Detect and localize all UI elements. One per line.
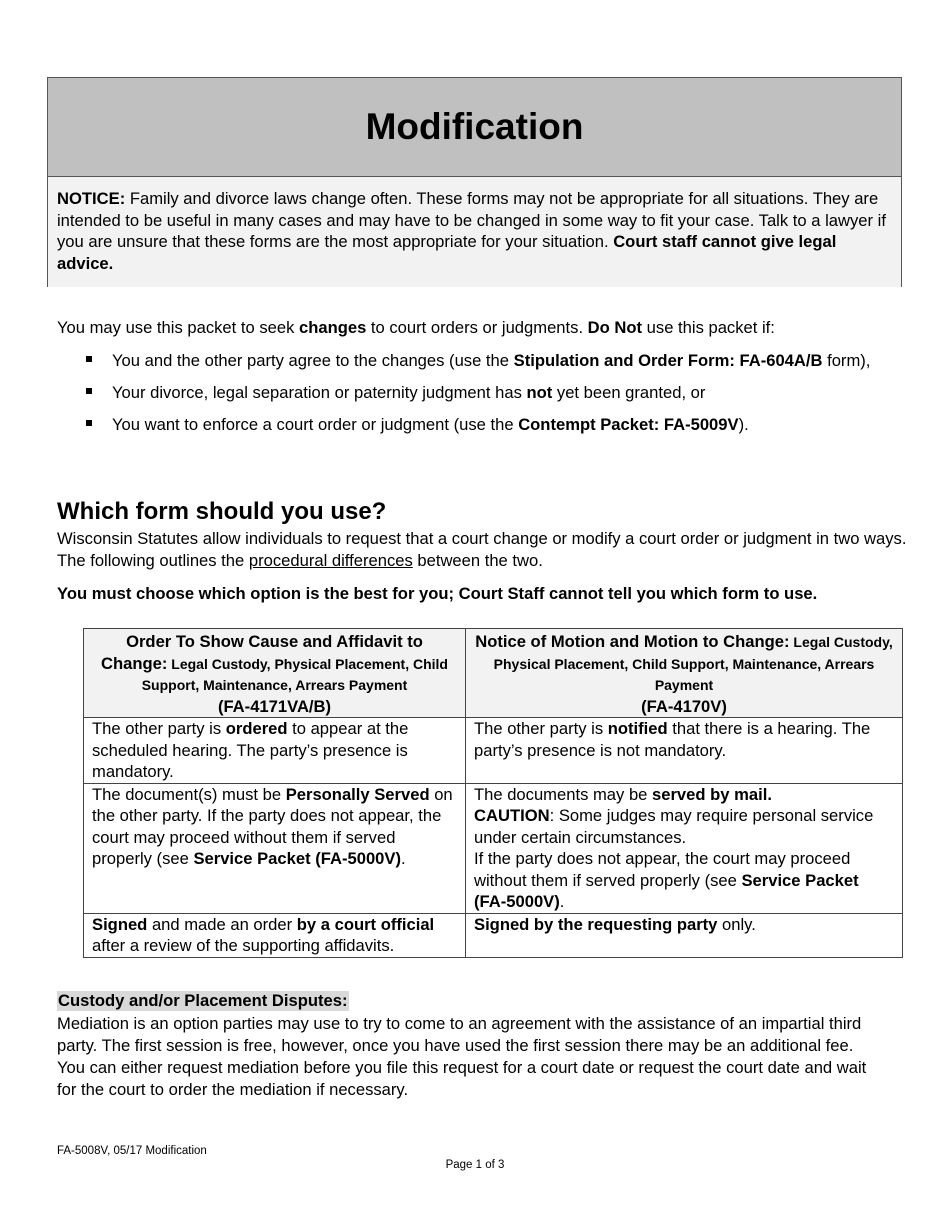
- cell-text: The document(s) must be: [92, 784, 286, 804]
- list-item-bold: not: [526, 383, 553, 402]
- cell-bold: Signed by the requesting party: [474, 914, 718, 934]
- table-cell: [84, 913, 466, 957]
- comparison-table: [83, 628, 903, 958]
- header-subtitle: Legal Custody, Physical Placement, Child Support, Maintenance, Arrears Payment: [141, 655, 448, 693]
- header-form-code: (FA-4171VA/B): [217, 696, 332, 716]
- cell-bold: served by mail.: [652, 784, 772, 804]
- cell-text: If the party does not appear, the court may proceed without them if served properly (see: [474, 849, 851, 890]
- table-cell: [466, 718, 903, 784]
- list-item-text: ).: [738, 415, 749, 434]
- table-header-row: [84, 629, 903, 718]
- header-title: Notice of Motion and Motion to Change:: [475, 632, 790, 651]
- cell-text: .: [559, 892, 565, 911]
- cell-bold: Service Packet (FA-5000V): [193, 849, 401, 868]
- list-item-bold: Contempt Packet: FA-5009V: [518, 415, 739, 434]
- intro-bold-do-not: Do Not: [587, 318, 643, 337]
- table-cell: [84, 783, 466, 913]
- cell-text: The other party is: [474, 719, 608, 738]
- intro-text-3: use this packet if:: [642, 318, 775, 337]
- notice-label: NOTICE:: [57, 189, 126, 208]
- list-item-text: yet been granted, or: [552, 383, 706, 402]
- custody-paragraph: Mediation is an option parties may use to try to come to an agreement with the assistance of an impartial third party. The first session is free, however, once you have used the first session there may be an additional fee. You can either request mediation before you file this request for a court date or request the court date and wait for the court to order the mediation if necessary.: [57, 1014, 867, 1099]
- cell-bold: Signed: [92, 914, 148, 934]
- cell-text: .: [401, 849, 406, 868]
- header-subtitle: Legal Custody, Physical Placement, Child Support, Maintenance, Arrears Payment: [493, 634, 893, 693]
- notice-block: [48, 177, 901, 287]
- footer-page-number: Page 1 of 3: [445, 1159, 505, 1171]
- cell-text: The other party is: [92, 719, 226, 738]
- intro-bold-changes: changes: [298, 318, 367, 337]
- cell-text: and made an order: [147, 914, 297, 934]
- explain-text-1: Wisconsin Statutes allow individuals to request that a court change or modify a court order or judgment in two ways. The following outlines the: [57, 529, 907, 570]
- list-item-text: You and the other party agree to the changes (use the: [112, 351, 514, 370]
- cell-text: on the other party. If the party does not appear, the court may proceed without them if served properly (see: [92, 784, 453, 868]
- intro-text-2: to court orders or judgments.: [366, 318, 588, 337]
- intro-paragraph: [57, 317, 917, 339]
- explain-underline: procedural differences: [248, 551, 413, 570]
- must-choose-note: You must choose which option is the best for you; Court Staff cannot tell you which form to use.: [57, 584, 818, 603]
- table-cell: [466, 783, 903, 913]
- cell-text: The documents may be: [474, 784, 653, 804]
- list-item-bold: Stipulation and Order Form: FA-604A/B: [513, 351, 823, 370]
- cell-bold: ordered: [225, 719, 288, 738]
- table-header-osc: [84, 629, 466, 718]
- table-row: [84, 913, 903, 957]
- cell-bold: by a court official: [296, 914, 435, 934]
- list-item: [84, 345, 874, 377]
- header-title: Order To Show Cause and Affidavit to Change:: [101, 632, 423, 673]
- exclusion-list: [84, 345, 874, 441]
- list-item: [84, 377, 874, 409]
- list-item-text: form),: [822, 351, 871, 370]
- table-row: [84, 783, 903, 913]
- header-box: [47, 77, 902, 287]
- custody-heading: Custody and/or Placement Disputes:: [58, 991, 348, 1010]
- section-heading: Which form should you use?: [57, 498, 387, 525]
- page-title: Modification: [48, 78, 901, 177]
- cell-bold: notified: [607, 719, 668, 738]
- explain-text-2: between the two.: [412, 551, 543, 570]
- header-form-code: (FA-4170V): [641, 696, 727, 716]
- list-item-text: You want to enforce a court order or judgment (use the: [112, 415, 519, 434]
- section-explanation: [57, 528, 917, 572]
- cell-bold: Personally Served: [285, 784, 430, 804]
- list-item-text: Your divorce, legal separation or paternity judgment has: [112, 383, 527, 402]
- table-row: [84, 718, 903, 784]
- footer-form-id: FA-5008V, 05/17 Modification: [57, 1145, 207, 1157]
- notice-legal-advice: Court staff cannot give legal advice.: [57, 232, 837, 273]
- cell-text: after a review of the supporting affidavits.: [92, 936, 395, 955]
- cell-text: : Some judges may require personal service under certain circumstances.: [474, 806, 874, 847]
- cell-bold: Service Packet (FA-5000V): [474, 870, 859, 911]
- notice-text: Family and divorce laws change often. These forms may not be appropriate for all situations. They are intended to be useful in many cases and may have to be changed in some way to fit your case. Talk to a lawyer if you are unsure that these forms are the most appropriate for your situation.: [57, 189, 886, 251]
- table-cell: [84, 718, 466, 784]
- list-item: [84, 409, 874, 441]
- table-cell: [466, 913, 903, 957]
- cell-text: to appear at the scheduled hearing. The party’s presence is mandatory.: [92, 719, 409, 781]
- cell-text: that there is a hearing. The party’s presence is not mandatory.: [474, 719, 871, 760]
- cell-text: only.: [717, 914, 756, 934]
- table-header-motion: [466, 629, 903, 718]
- intro-text-1: You may use this packet to seek: [57, 318, 299, 337]
- cell-bold: CAUTION: [474, 806, 550, 825]
